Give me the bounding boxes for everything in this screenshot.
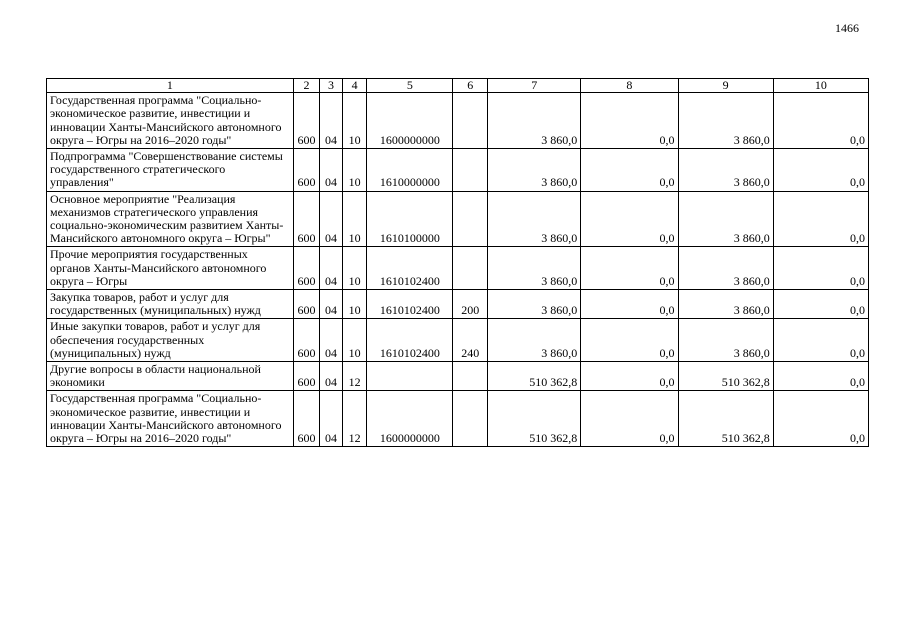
cell-col9: 3 860,0 <box>678 290 773 319</box>
column-header: 7 <box>488 79 581 93</box>
cell-col7: 3 860,0 <box>488 191 581 247</box>
cell-col7: 3 860,0 <box>488 319 581 362</box>
cell-col8: 0,0 <box>581 290 678 319</box>
cell-col6 <box>453 247 488 290</box>
cell-col3: 04 <box>320 247 343 290</box>
cell-col6 <box>453 391 488 447</box>
cell-col9: 510 362,8 <box>678 362 773 391</box>
column-header: 1 <box>47 79 294 93</box>
page-number: 1466 <box>835 21 859 35</box>
cell-col8: 0,0 <box>581 247 678 290</box>
cell-col10: 0,0 <box>773 391 868 447</box>
cell-col7: 510 362,8 <box>488 391 581 447</box>
table-row <box>47 391 869 447</box>
cell-col5 <box>367 362 453 391</box>
row-name: Государственная программа "Социально-экономическое развитие, инвестиции и инновации Ханты-Мансийского автономного округа – Югры на 2016–2020 годы" <box>47 93 294 149</box>
cell-col10: 0,0 <box>773 191 868 247</box>
cell-col5: 1610102400 <box>367 319 453 362</box>
cell-col10: 0,0 <box>773 362 868 391</box>
cell-col6: 240 <box>453 319 488 362</box>
row-name: Основное мероприятие "Реализация механизмов стратегического управления социально-экономическим развитием Ханты-Мансийского автономного округа – Югры" <box>47 191 294 247</box>
cell-col2: 600 <box>293 362 320 391</box>
cell-col7: 510 362,8 <box>488 362 581 391</box>
table-row <box>47 319 869 362</box>
cell-col4: 10 <box>342 93 367 149</box>
cell-col10: 0,0 <box>773 290 868 319</box>
cell-col7: 3 860,0 <box>488 247 581 290</box>
table-row <box>47 362 869 391</box>
cell-col10: 0,0 <box>773 319 868 362</box>
cell-col4: 10 <box>342 191 367 247</box>
cell-col8: 0,0 <box>581 149 678 192</box>
row-name: Другие вопросы в области национальной экономики <box>47 362 294 391</box>
cell-col3: 04 <box>320 319 343 362</box>
cell-col9: 3 860,0 <box>678 149 773 192</box>
cell-col3: 04 <box>320 191 343 247</box>
cell-col6 <box>453 93 488 149</box>
cell-col5: 1600000000 <box>367 93 453 149</box>
cell-col6 <box>453 362 488 391</box>
cell-col4: 12 <box>342 362 367 391</box>
cell-col4: 10 <box>342 319 367 362</box>
cell-col6 <box>453 149 488 192</box>
table-row <box>47 191 869 247</box>
cell-col2: 600 <box>293 319 320 362</box>
cell-col7: 3 860,0 <box>488 290 581 319</box>
column-header: 3 <box>320 79 343 93</box>
row-name: Иные закупки товаров, работ и услуг для обеспечения государственных (муниципальных) нужд <box>47 319 294 362</box>
cell-col9: 3 860,0 <box>678 247 773 290</box>
cell-col8: 0,0 <box>581 191 678 247</box>
cell-col9: 3 860,0 <box>678 319 773 362</box>
column-header: 6 <box>453 79 488 93</box>
table-row <box>47 93 869 149</box>
cell-col4: 10 <box>342 247 367 290</box>
cell-col8: 0,0 <box>581 93 678 149</box>
cell-col8: 0,0 <box>581 391 678 447</box>
cell-col6 <box>453 191 488 247</box>
cell-col5: 1600000000 <box>367 391 453 447</box>
cell-col4: 10 <box>342 290 367 319</box>
cell-col5: 1610102400 <box>367 290 453 319</box>
cell-col3: 04 <box>320 290 343 319</box>
cell-col2: 600 <box>293 191 320 247</box>
cell-col5: 1610100000 <box>367 191 453 247</box>
header-row <box>47 79 869 93</box>
column-header: 4 <box>342 79 367 93</box>
cell-col8: 0,0 <box>581 362 678 391</box>
cell-col9: 3 860,0 <box>678 191 773 247</box>
cell-col7: 3 860,0 <box>488 93 581 149</box>
table-row <box>47 149 869 192</box>
cell-col5: 1610000000 <box>367 149 453 192</box>
column-header: 8 <box>581 79 678 93</box>
cell-col9: 3 860,0 <box>678 93 773 149</box>
row-name: Подпрограмма "Совершенствование системы государственного стратегического управления" <box>47 149 294 192</box>
column-header: 5 <box>367 79 453 93</box>
cell-col7: 3 860,0 <box>488 149 581 192</box>
table-row <box>47 247 869 290</box>
table-row <box>47 290 869 319</box>
cell-col6: 200 <box>453 290 488 319</box>
cell-col3: 04 <box>320 149 343 192</box>
cell-col8: 0,0 <box>581 319 678 362</box>
cell-col2: 600 <box>293 290 320 319</box>
budget-table <box>46 78 869 447</box>
column-header: 10 <box>773 79 868 93</box>
cell-col3: 04 <box>320 93 343 149</box>
row-name: Закупка товаров, работ и услуг для государственных (муниципальных) нужд <box>47 290 294 319</box>
cell-col4: 12 <box>342 391 367 447</box>
cell-col3: 04 <box>320 391 343 447</box>
column-header: 9 <box>678 79 773 93</box>
row-name: Государственная программа "Социально-экономическое развитие, инвестиции и инновации Ханты-Мансийского автономного округа – Югры на 2016–2020 годы" <box>47 391 294 447</box>
cell-col5: 1610102400 <box>367 247 453 290</box>
cell-col4: 10 <box>342 149 367 192</box>
column-header: 2 <box>293 79 320 93</box>
cell-col2: 600 <box>293 149 320 192</box>
cell-col10: 0,0 <box>773 93 868 149</box>
row-name: Прочие мероприятия государственных органов Ханты-Мансийского автономного округа – Югры <box>47 247 294 290</box>
cell-col10: 0,0 <box>773 247 868 290</box>
cell-col2: 600 <box>293 247 320 290</box>
cell-col2: 600 <box>293 391 320 447</box>
cell-col10: 0,0 <box>773 149 868 192</box>
cell-col9: 510 362,8 <box>678 391 773 447</box>
cell-col2: 600 <box>293 93 320 149</box>
cell-col3: 04 <box>320 362 343 391</box>
